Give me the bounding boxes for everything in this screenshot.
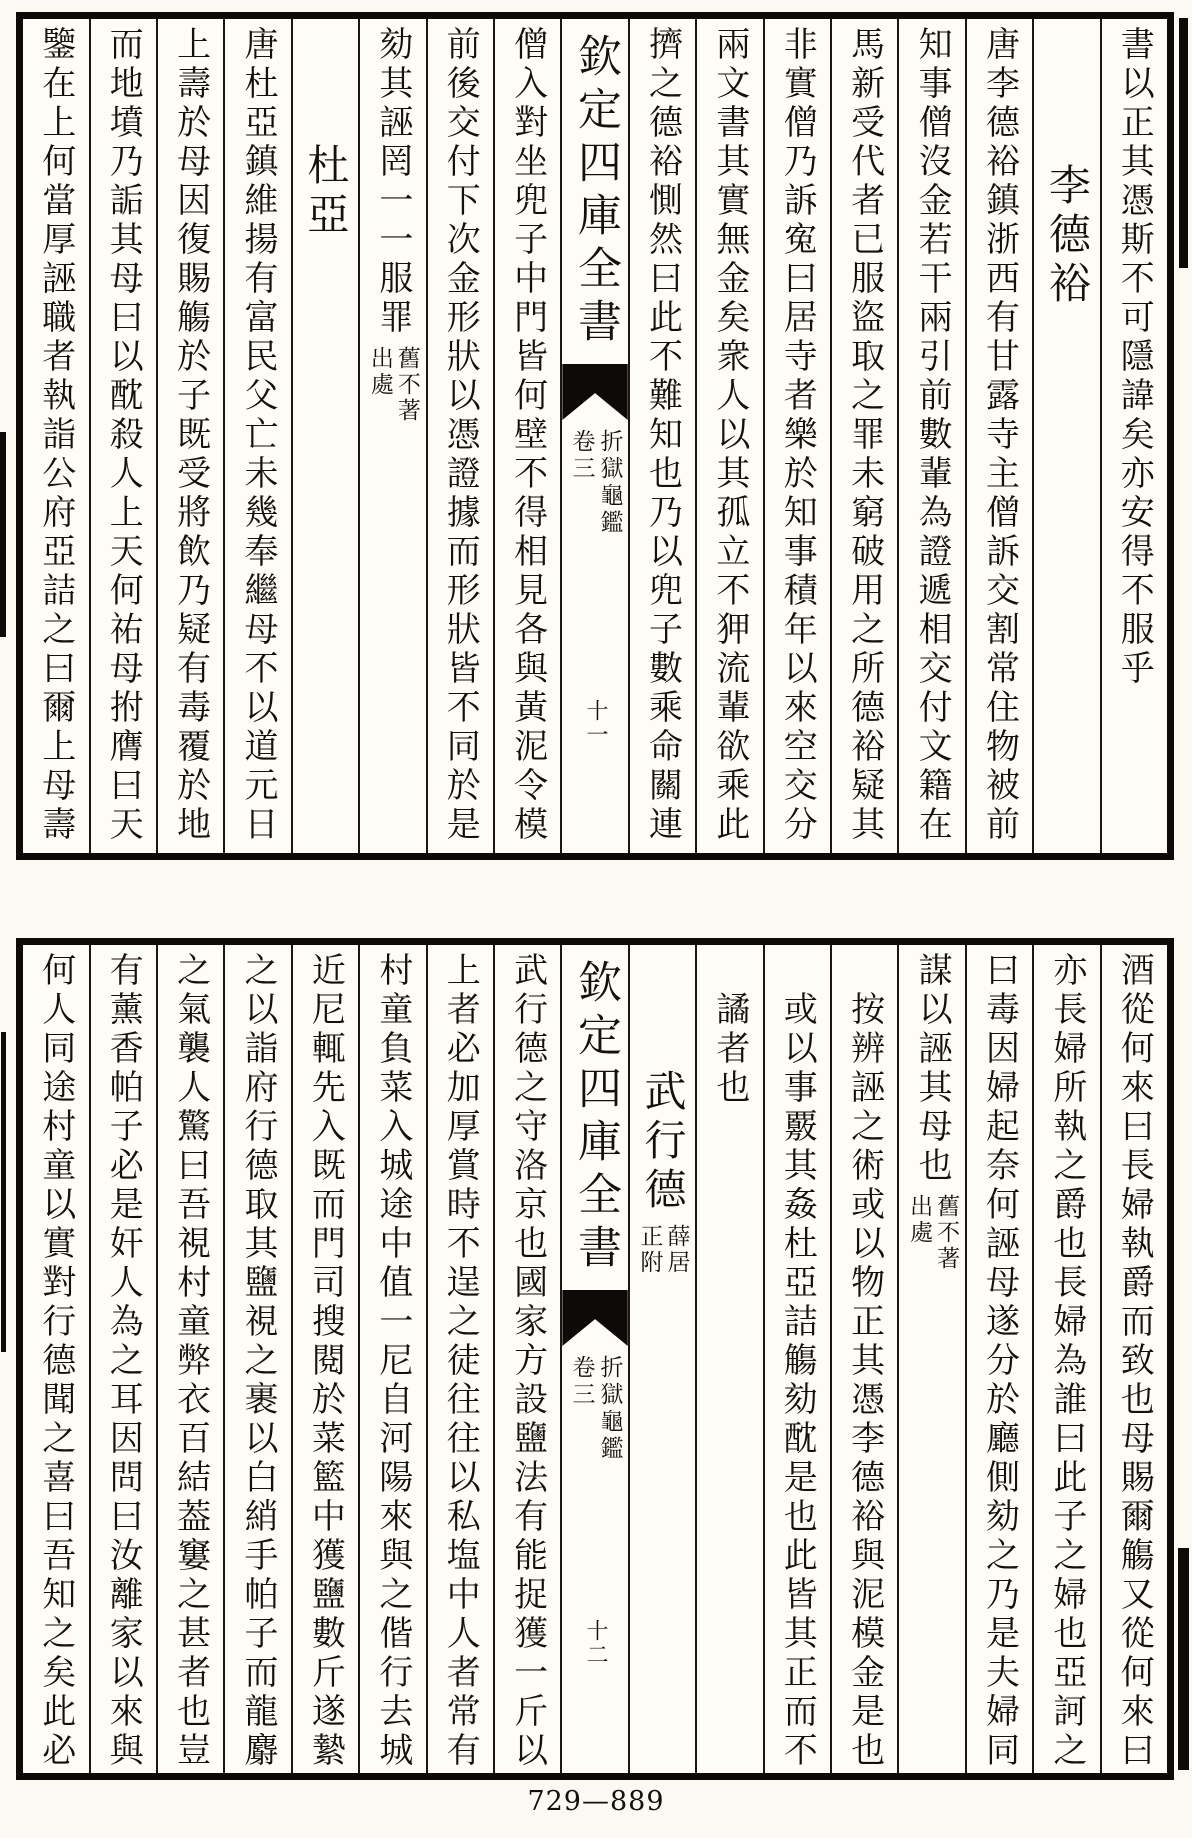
heading-text: 杜亞 <box>301 143 351 241</box>
text-column <box>1100 945 1167 1773</box>
banxin-subtitle <box>570 429 621 537</box>
page-footer-number: 729—889 <box>527 1786 665 1817</box>
text-column <box>763 945 830 1773</box>
column-text: 兩文書其實無金矣衆人以其孤立不狎流輩欲乘此 <box>709 26 750 845</box>
column-text: 知事僧沒金若干兩引前數輩為證遞相交付文籍在 <box>912 26 953 845</box>
banxin-subtitle <box>570 1355 621 1463</box>
column-text: 或以事覈其姦杜亞詰觴劾酖是也此皆其正而不 <box>777 991 818 1771</box>
text-column <box>1032 945 1099 1773</box>
annotation-note <box>636 1224 690 1276</box>
column-text: 謀以誣其母也 <box>912 952 953 1186</box>
book-title: 折獄龜鑑 <box>596 1355 623 1463</box>
text-column <box>830 945 897 1773</box>
text-column <box>965 945 1032 1773</box>
column-text: 馬新受代者已服盜取之罪未窮破用之所德裕疑其 <box>844 26 885 845</box>
text-column <box>897 19 964 853</box>
note-column: 薛居 <box>663 1224 690 1276</box>
column-text: 近尼輒先入既而門司搜閱於菜籃中獲鹽數斤遂縶 <box>305 952 346 1771</box>
work-title: 欽定四庫全書 <box>570 33 622 351</box>
column-text: 而地墳乃詬其母曰以酖殺人上天何祐母拊膺曰天 <box>103 26 144 845</box>
text-column <box>426 19 493 853</box>
scan-artifact <box>1179 18 1188 268</box>
text-column <box>291 945 358 1773</box>
text-column <box>493 945 560 1773</box>
column-text: 劾其誣罔一一服罪 <box>372 26 413 338</box>
column-text: 非實僧乃訴寃曰居寺者樂於知事積年以來空交分 <box>777 26 818 845</box>
column-text: 唐杜亞鎮維揚有富民父亡未幾奉繼母不以道元日 <box>238 26 279 845</box>
column-text: 譎者也 <box>709 991 750 1108</box>
text-column <box>156 19 223 853</box>
text-column <box>358 19 425 853</box>
column-text: 擠之德裕惻然曰此不難知也乃以兜子數乘命關連 <box>642 26 683 845</box>
column-text: 武行德之守洛京也國家方設鹽法有能捉獲一斤以 <box>507 952 548 1771</box>
text-column <box>897 945 964 1773</box>
column-text: 之氣襲人驚曰吾視村童弊衣百結葢窶之甚者也豈 <box>170 952 211 1771</box>
text-column <box>493 19 560 853</box>
text-column <box>223 19 290 853</box>
text-column <box>965 19 1032 853</box>
heading-column <box>1032 19 1099 853</box>
heading-text: 武行德 <box>638 1069 688 1216</box>
scan-artifact <box>1178 1548 1189 1770</box>
column-text: 上壽於母因復賜觴於子既受將飲乃疑有毒覆於地 <box>170 26 211 845</box>
text-column <box>426 945 493 1773</box>
text-column <box>23 19 88 853</box>
heading-column <box>628 945 695 1773</box>
column-text: 何人同途村童以實對行德聞之喜曰吾知之矣此必 <box>35 952 76 1771</box>
column-text: 酒從何來曰長婦執爵而致也母賜爾觴又從何來曰 <box>1114 952 1155 1771</box>
column-text: 鑒在上何當厚誣職者執詣公府亞詰之曰爾上母壽 <box>35 26 76 845</box>
fish-tail-mark <box>562 364 627 420</box>
column-text: 僧入對坐兜子中門皆何壁不得相見各與黃泥令模 <box>507 26 548 845</box>
text-column <box>89 19 156 853</box>
annotation-note <box>368 346 418 424</box>
fish-tail-mark <box>562 1290 627 1346</box>
page-upper <box>16 12 1174 860</box>
text-column <box>1100 19 1167 853</box>
note-column: 舊不著 <box>393 346 420 424</box>
column-text: 村童負菜入城途中值一尼自河陽來與之偕行去城 <box>372 952 413 1771</box>
work-title: 欽定四庫全書 <box>570 959 622 1277</box>
folio-number: 十一 <box>583 699 609 747</box>
text-column <box>89 945 156 1773</box>
column-text: 按辨誣之術或以物正其憑李德裕與泥模金是也 <box>844 991 885 1771</box>
text-column <box>156 945 223 1773</box>
chapter-label: 卷三 <box>568 1355 595 1409</box>
book-title: 折獄龜鑑 <box>596 429 623 537</box>
text-column <box>23 945 88 1773</box>
folio-number: 十二 <box>583 1619 609 1667</box>
annotation-note <box>906 1194 960 1272</box>
scan-artifact <box>0 432 6 637</box>
heading-column <box>291 19 358 853</box>
column-text: 唐李德裕鎮浙西有甘露寺主僧訴交割常住物被前 <box>979 26 1020 845</box>
banxin-column <box>560 19 627 853</box>
column-text: 亦長婦所執之爵也長婦為誰曰此子之婦也亞訶之 <box>1046 952 1087 1771</box>
note-column: 出處 <box>906 1194 933 1246</box>
text-column <box>695 19 762 853</box>
text-column <box>695 945 762 1773</box>
column-text: 曰毒因婦起奈何誣母遂分於廳側劾之乃是夫婦同 <box>979 952 1020 1771</box>
text-column <box>223 945 290 1773</box>
column-text: 有薰香帕子必是奸人為之耳因問曰汝離家以來與 <box>103 952 144 1771</box>
column-text: 書以正其憑斯不可隱諱矣亦安得不服乎 <box>1114 26 1155 689</box>
heading-text: 李德裕 <box>1042 163 1092 310</box>
chapter-label: 卷三 <box>568 429 595 483</box>
page-lower <box>16 938 1174 1780</box>
column-text: 上者必加厚賞時不逞之徒往往以私塩中人者常有 <box>440 952 481 1771</box>
text-column <box>830 19 897 853</box>
text-column <box>628 19 695 853</box>
note-column: 舊不著 <box>933 1194 960 1272</box>
column-text: 前後交付下次金形狀以憑證據而形狀皆不同於是 <box>440 26 481 845</box>
text-column <box>358 945 425 1773</box>
column-text: 之以詣府行德取其鹽視之裹以白綃手帕子而龍麝 <box>238 952 279 1771</box>
banxin-column <box>560 945 627 1773</box>
note-column: 出處 <box>366 346 393 398</box>
note-column: 正附 <box>636 1224 663 1276</box>
text-column <box>763 19 830 853</box>
scan-artifact <box>1 1032 6 1352</box>
